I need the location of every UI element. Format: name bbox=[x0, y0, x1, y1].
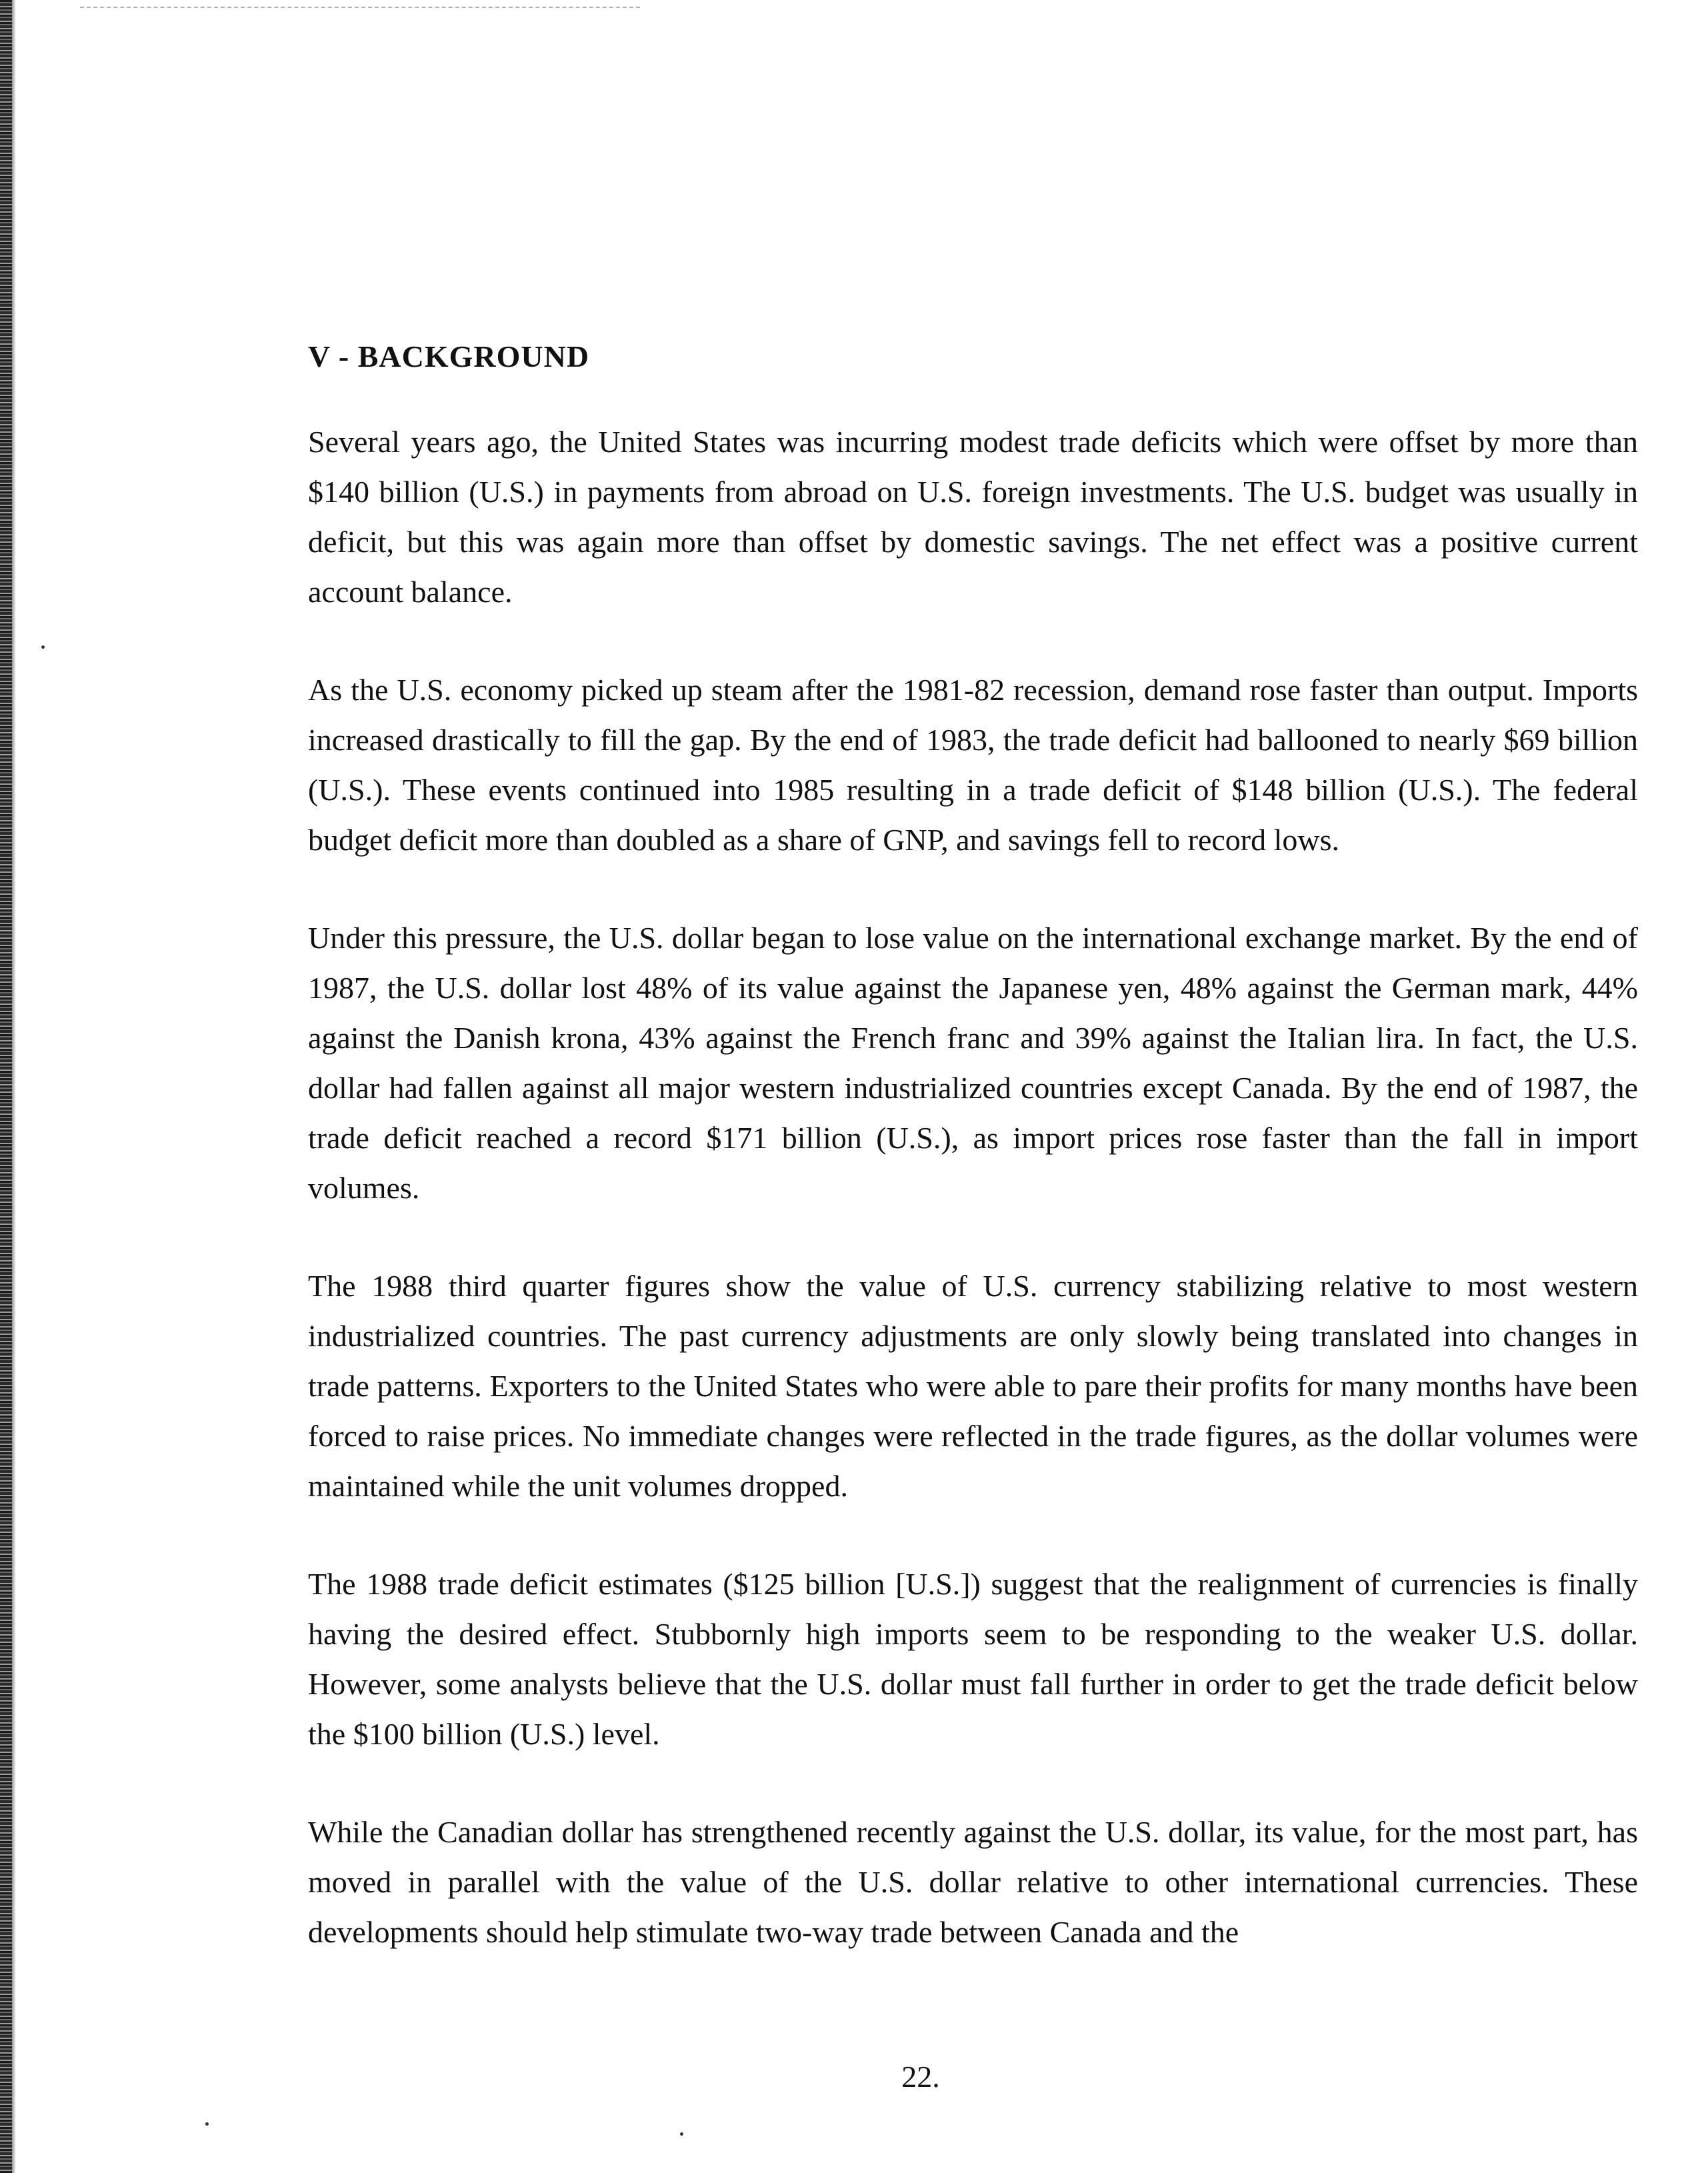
scan-speck bbox=[680, 2132, 683, 2136]
paragraph-5: The 1988 trade deficit estimates ($125 billion [U.S.]) suggest that the realignment of currencies is finally having the desired effect. Stubbornly high imports seem to be responding to the weaker U.S. dollar. However, some analysts believe that the U.S. dollar must fall further in order to get the trade deficit below the $100 billion (U.S.) level. bbox=[308, 1567, 1638, 1751]
paragraph-6: While the Canadian dollar has strengthened recently against the U.S. dollar, its value, for the most part, has moved in parallel with the value of the U.S. dollar relative to other international currencies. These developments should help stimulate two-way trade between Canada and the bbox=[308, 1815, 1638, 1949]
top-divider bbox=[80, 7, 640, 8]
scan-speck bbox=[41, 645, 45, 649]
paragraph-3: Under this pressure, the U.S. dollar began to lose value on the international exchange market. By the end of 1987, the U.S. dollar lost 48% of its value against the Japanese yen, 48% against the German mark, 44% against the Danish krona, 43% against the French franc and 39% against the Italian lira. In fact, the U.S. dollar had fallen against all major western industrialized countries except Canada. By the end of 1987, the trade deficit reached a record $171 billion (U.S.), as import prices rose faster than the fall in import volumes. bbox=[308, 921, 1638, 1205]
paragraph-4: The 1988 third quarter figures show the value of U.S. currency stabilizing relative to most western industrialized countries. The past currency adjustments are only slowly being translated into changes in trade patterns. Exporters to the United States who were able to pare their profits for many months have been forced to raise prices. No immediate changes were reflected in the trade figures, as the dollar volumes were maintained while the unit volumes dropped. bbox=[308, 1269, 1638, 1503]
scan-speck bbox=[205, 2122, 209, 2126]
scan-binding-edge bbox=[0, 0, 12, 2173]
section-heading: V - BACKGROUND bbox=[308, 339, 590, 373]
page-number: 22. bbox=[901, 2060, 940, 2094]
paragraph-1: Several years ago, the United States was incurring modest trade deficits which were offset by more than $140 billion (U.S.) in payments from abroad on U.S. foreign investments. The U.S. budget was usually in deficit, but this was again more than offset by domestic savings. The net effect was a positive current account balance. bbox=[308, 425, 1638, 609]
document-body bbox=[308, 337, 1638, 2005]
paragraph-2: As the U.S. economy picked up steam after the 1981-82 recession, demand rose faster than output. Imports increased drastically to fill the gap. By the end of 1983, the trade deficit had ballooned to nearly $69 billion (U.S.). These events continued into 1985 resulting in a trade deficit of $148 billion (U.S.). The federal budget deficit more than doubled as a share of GNP, and savings fell to record lows. bbox=[308, 673, 1638, 857]
